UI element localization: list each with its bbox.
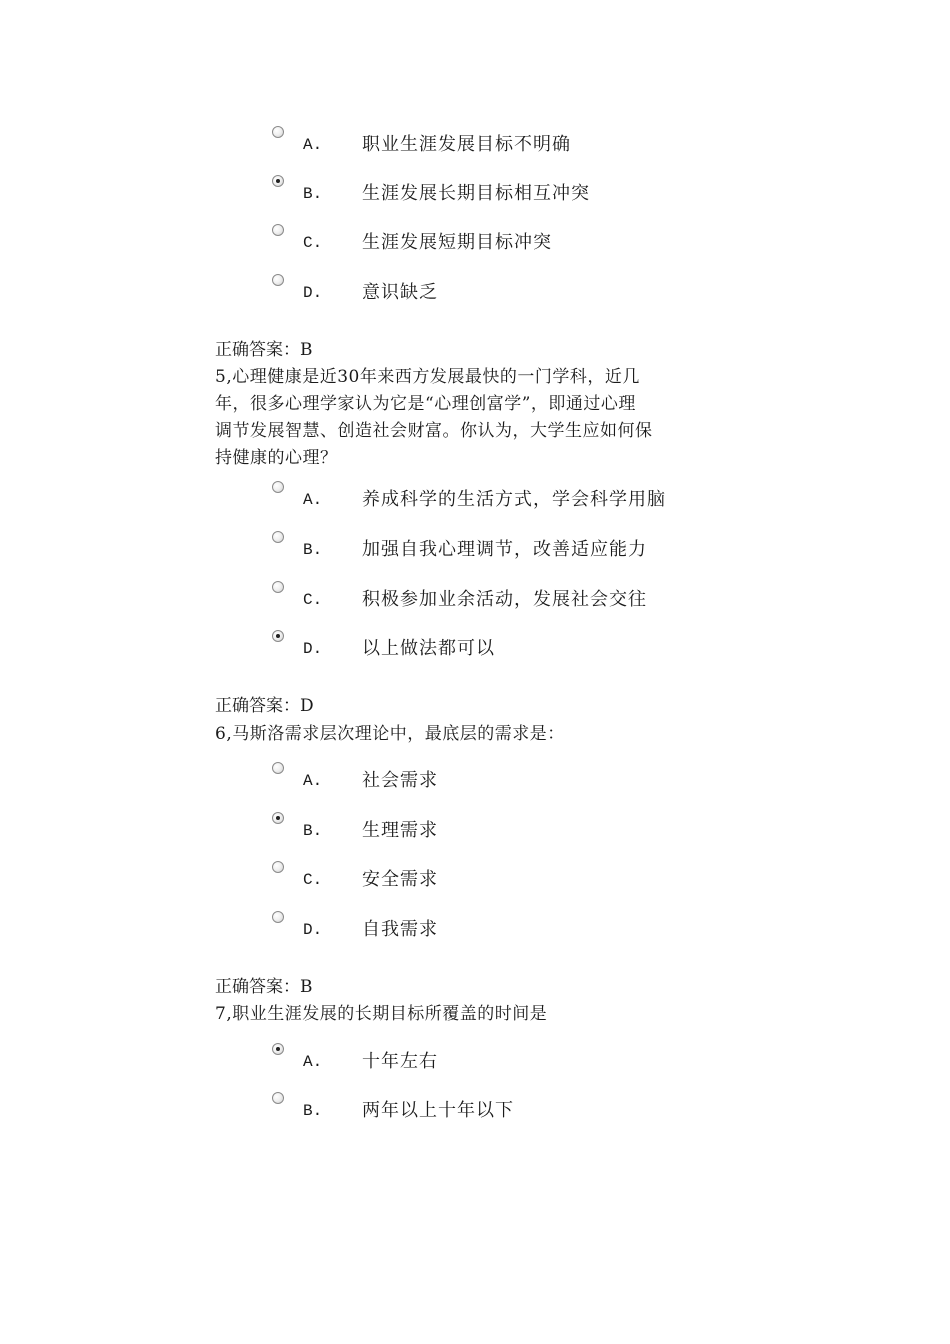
- option-letter: A.: [303, 136, 323, 154]
- radio-button-icon[interactable]: [272, 1092, 284, 1104]
- q6-correct-answer: 正确答案：B: [215, 977, 313, 997]
- option-letter: B.: [303, 822, 323, 840]
- radio-button-checked-icon[interactable]: [272, 812, 284, 824]
- radio-button-icon[interactable]: [272, 274, 284, 286]
- radio-button-icon[interactable]: [272, 861, 284, 873]
- q5-correct-answer: 正确答案：D: [215, 696, 314, 716]
- option-letter: B.: [303, 185, 323, 203]
- option-text: 积极参加业余活动，发展社会交往: [362, 589, 647, 610]
- q5-question-text: [215, 364, 735, 472]
- radio-button-checked-icon[interactable]: [272, 630, 284, 642]
- option-text: 社会需求: [362, 770, 438, 791]
- radio-button-icon[interactable]: [272, 481, 284, 493]
- option-text: 职业生涯发展目标不明确: [362, 134, 571, 155]
- option-text: 意识缺乏: [362, 282, 438, 303]
- option-letter: A.: [303, 772, 323, 790]
- question-line: 7,职业生涯发展的长期目标所覆盖的时间是: [215, 1004, 548, 1024]
- question-line: 年，很多心理学家认为它是“心理创富学”，即通过心理: [215, 394, 636, 414]
- radio-button-icon[interactable]: [272, 581, 284, 593]
- option-letter: D.: [303, 640, 323, 658]
- radio-button-checked-icon[interactable]: [272, 175, 284, 187]
- option-letter: A.: [303, 491, 323, 509]
- option-text: 两年以上十年以下: [362, 1100, 514, 1121]
- option-letter: D.: [303, 284, 323, 302]
- question-line: 持健康的心理？: [215, 448, 338, 468]
- radio-button-icon[interactable]: [272, 762, 284, 774]
- option-letter: B.: [303, 1102, 323, 1120]
- option-letter: C.: [303, 871, 323, 889]
- radio-button-icon[interactable]: [272, 911, 284, 923]
- option-text: 生涯发展长期目标相互冲突: [362, 183, 590, 204]
- q4-correct-answer: 正确答案：B: [215, 340, 313, 360]
- radio-button-icon[interactable]: [272, 126, 284, 138]
- q7-question-text: [215, 1001, 735, 1028]
- radio-button-icon[interactable]: [272, 224, 284, 236]
- option-text: 十年左右: [362, 1051, 438, 1072]
- radio-button-checked-icon[interactable]: [272, 1043, 284, 1055]
- option-letter: C.: [303, 591, 323, 609]
- option-text: 生涯发展短期目标冲突: [362, 232, 552, 253]
- option-text: 自我需求: [362, 919, 438, 940]
- option-letter: A.: [303, 1053, 323, 1071]
- question-line: 调节发展智慧、创造社会财富。你认为，大学生应如何保: [215, 421, 653, 441]
- option-text: 安全需求: [362, 869, 438, 890]
- option-text: 以上做法都可以: [362, 638, 495, 659]
- option-text: 养成科学的生活方式，学会科学用脑: [362, 489, 666, 510]
- option-text: 生理需求: [362, 820, 438, 841]
- radio-button-icon[interactable]: [272, 531, 284, 543]
- option-text: 加强自我心理调节，改善适应能力: [362, 539, 647, 560]
- q6-question-text: [215, 721, 735, 748]
- option-letter: B.: [303, 541, 323, 559]
- option-letter: D.: [303, 921, 323, 939]
- option-letter: C.: [303, 234, 323, 252]
- question-line: 5,心理健康是近30年来西方发展最快的一门学科，近几: [215, 367, 640, 387]
- question-line: 6,马斯洛需求层次理论中，最底层的需求是：: [215, 724, 565, 744]
